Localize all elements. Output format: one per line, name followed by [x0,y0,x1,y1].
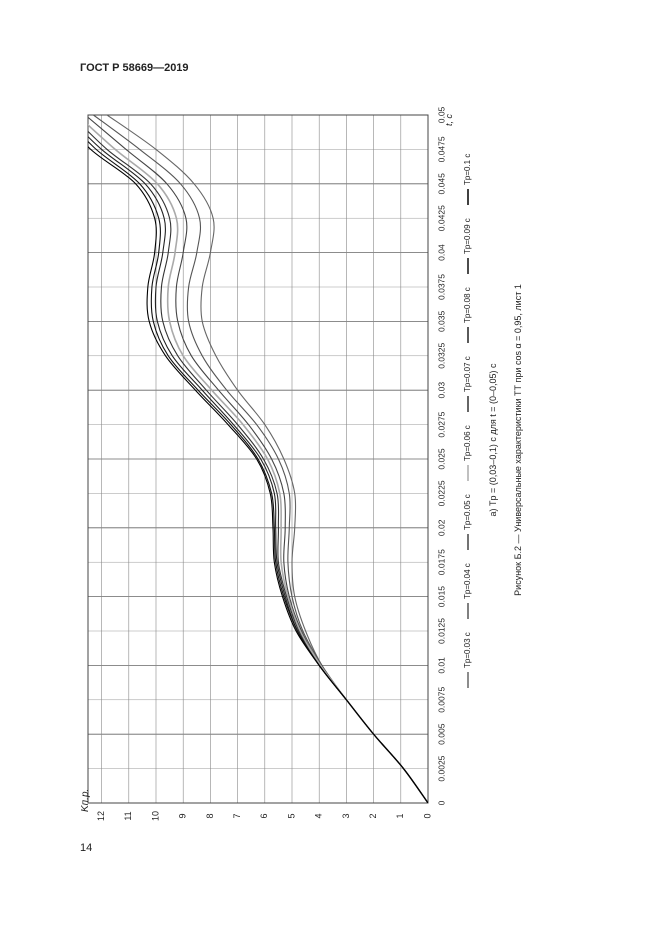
x-tick-label: 0.03 [436,381,447,399]
x-tick-label: 0.0325 [436,342,447,369]
legend [463,154,472,688]
x-tick-label: 0.025 [436,448,447,470]
y-tick-label: 10 [150,810,161,822]
legend-label: Tp=0.1 c [463,153,473,185]
legend-label: Tp=0.06 c [463,425,473,461]
y-tick-label: 2 [367,813,378,819]
legend-label: Tp=0.05 c [463,494,473,530]
legend-label: Tp=0.04 c [463,563,473,599]
x-tick-labels [436,106,446,805]
x-tick-label: 0.0425 [436,205,447,232]
figure-caption: Рисунок Б.2 — Универсальные характеристики ТТ при cos α = 0,95, лист 1 [513,284,523,596]
y-tick-label: 11 [123,811,134,821]
x-tick-label: 0.0175 [436,549,447,576]
x-tick-label: 0.0075 [436,686,447,713]
y-tick-label: 0 [422,813,433,819]
y-tick-label: 6 [259,813,270,819]
y-tick-label: 3 [340,813,351,819]
legend-label: Tp=0.08 c [463,287,473,323]
y-axis-label: Kп.р. [80,788,91,812]
x-tick-label: 0.005 [436,723,447,745]
x-tick-label: 0.0275 [436,411,447,438]
x-tick-label: 0.02 [436,519,447,537]
chart-subcaption: а) Tp = (0,03–0,1) с для t = (0–0,05) с [488,363,498,517]
x-tick-label: 0.0125 [436,618,447,644]
x-tick-label: 0.0475 [436,136,447,163]
x-tick-label: 0.04 [436,244,447,261]
y-tick-label: 12 [95,810,106,822]
x-tick-label: 0.01 [436,657,447,674]
y-tick-label: 7 [231,813,242,819]
x-tick-label: 0.05 [436,106,447,124]
legend-label: Tp=0.03 c [463,632,473,668]
x-tick-label: 0.0225 [436,480,447,507]
y-tick-label: 4 [313,813,324,819]
page-number: 14 [80,842,93,854]
x-axis-label: t, c [444,113,454,127]
x-tick-label: 0.0025 [436,755,447,782]
x-tick-label: 0.045 [436,173,447,195]
x-tick-label: 0.015 [436,585,447,608]
y-tick-label: 5 [286,813,297,819]
x-tick-label: 0.035 [436,310,447,333]
y-tick-labels [96,811,432,821]
x-tick-label: 0.0375 [436,274,447,300]
legend-label: Tp=0.07 c [463,356,473,392]
document-header: ГОСТ Р 58669—2019 [80,62,189,74]
y-tick-label: 8 [204,813,215,819]
legend-label: Tp=0.09 c [463,218,473,254]
x-tick-label: 0 [436,800,447,806]
y-tick-label: 9 [177,813,188,819]
y-tick-label: 1 [395,813,406,819]
